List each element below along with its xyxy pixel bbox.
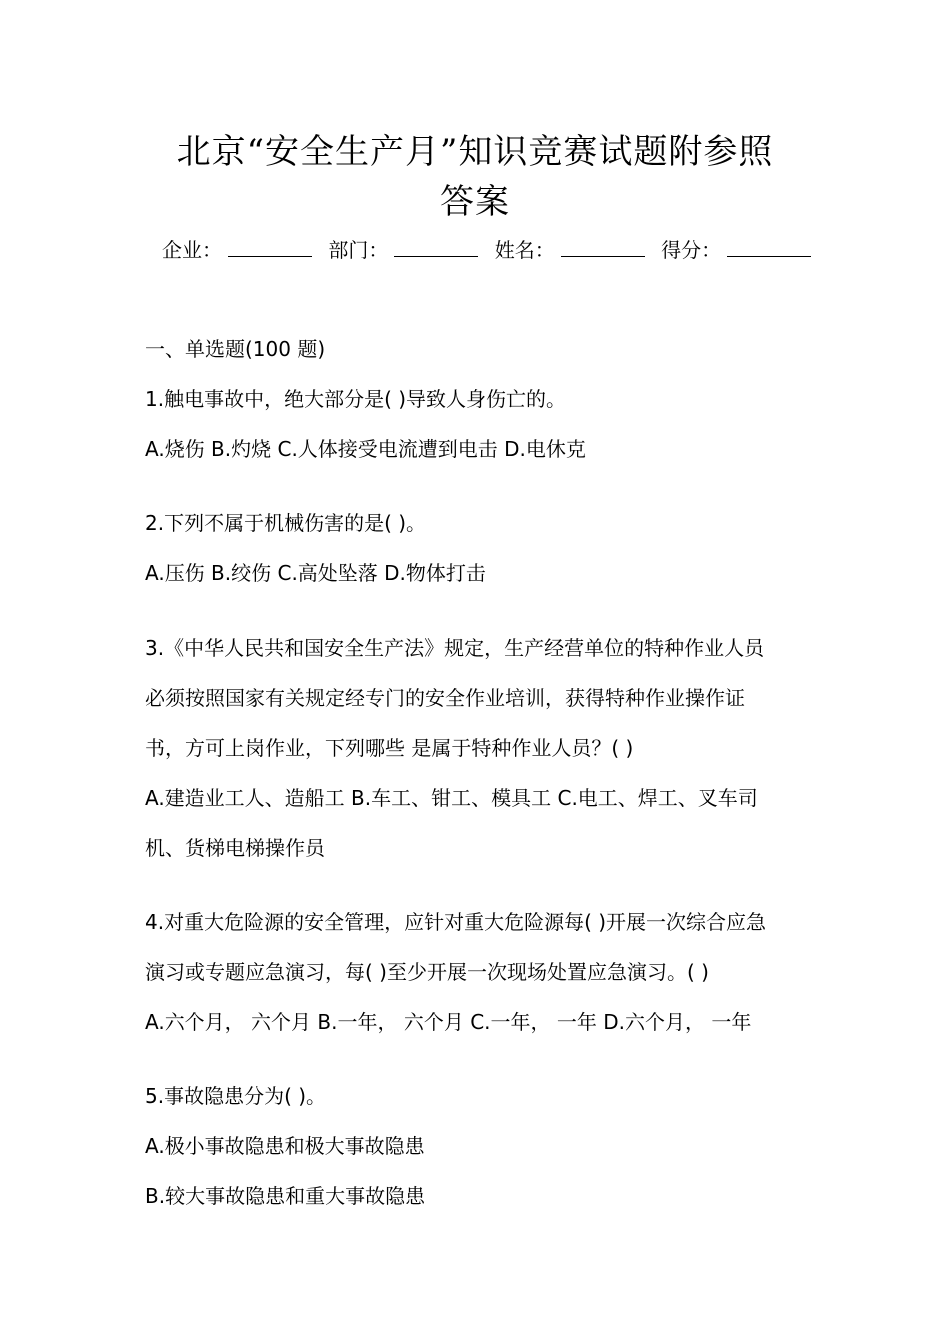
name-blank bbox=[561, 236, 645, 257]
field-label-department: 部门： bbox=[328, 238, 389, 262]
company-blank bbox=[228, 236, 312, 257]
question-4-text-line-2: 演习或专题应急演习，每( )至少开展一次现场处置应急演习。( ) bbox=[145, 960, 709, 984]
question-2-options: A.压伤 B.绞伤 C.高处坠落 D.物体打击 bbox=[145, 561, 486, 585]
field-label-score: 得分： bbox=[661, 238, 722, 262]
question-3-text-line-3: 书，方可上岗作业，下列哪些 是属于特种作业人员？( ) bbox=[145, 736, 634, 760]
question-1-options: A.烧伤 B.灼烧 C.人体接受电流遭到电击 D.电休克 bbox=[145, 437, 586, 461]
question-4-text-line-1: 4.对重大危险源的安全管理，应针对重大危险源每( )开展一次综合应急 bbox=[145, 910, 767, 934]
question-3-text-line-1: 3.《中华人民共和国安全生产法》规定，生产经营单位的特种作业人员 bbox=[145, 636, 765, 660]
document-title-line-1: 北京“安全生产月”知识竞赛试题附参照 bbox=[176, 132, 774, 172]
question-5-option-a: A.极小事故隐患和极大事故隐患 bbox=[145, 1134, 425, 1158]
question-3-options-line-1: A.建造业工人、造船工 B.车工、钳工、模具工 C.电工、焊工、叉车司 bbox=[145, 786, 758, 810]
question-3-text-line-2: 必须按照国家有关规定经专门的安全作业培训，获得特种作业操作证 bbox=[145, 686, 745, 710]
department-blank bbox=[394, 236, 478, 257]
field-label-company: 企业： bbox=[162, 238, 222, 262]
document-title-line-2: 答案 bbox=[440, 182, 510, 222]
question-4-options: A.六个月， 六个月 B.一年， 六个月 C.一年， 一年 D.六个月， 一年 bbox=[145, 1010, 752, 1034]
question-1-text: 1.触电事故中，绝大部分是( )导致人身伤亡的。 bbox=[145, 387, 567, 411]
question-5-text: 5.事故隐患分为( )。 bbox=[145, 1084, 327, 1108]
question-2-text: 2.下列不属于机械伤害的是( )。 bbox=[145, 511, 427, 535]
score-blank bbox=[727, 236, 811, 257]
header-fields bbox=[162, 234, 802, 266]
question-5-option-b: B.较大事故隐患和重大事故隐患 bbox=[145, 1184, 426, 1208]
section-header: 一、单选题(100 题) bbox=[145, 337, 326, 361]
field-label-name: 姓名： bbox=[494, 238, 555, 262]
question-3-options-line-2: 机、货梯电梯操作员 bbox=[145, 836, 325, 860]
